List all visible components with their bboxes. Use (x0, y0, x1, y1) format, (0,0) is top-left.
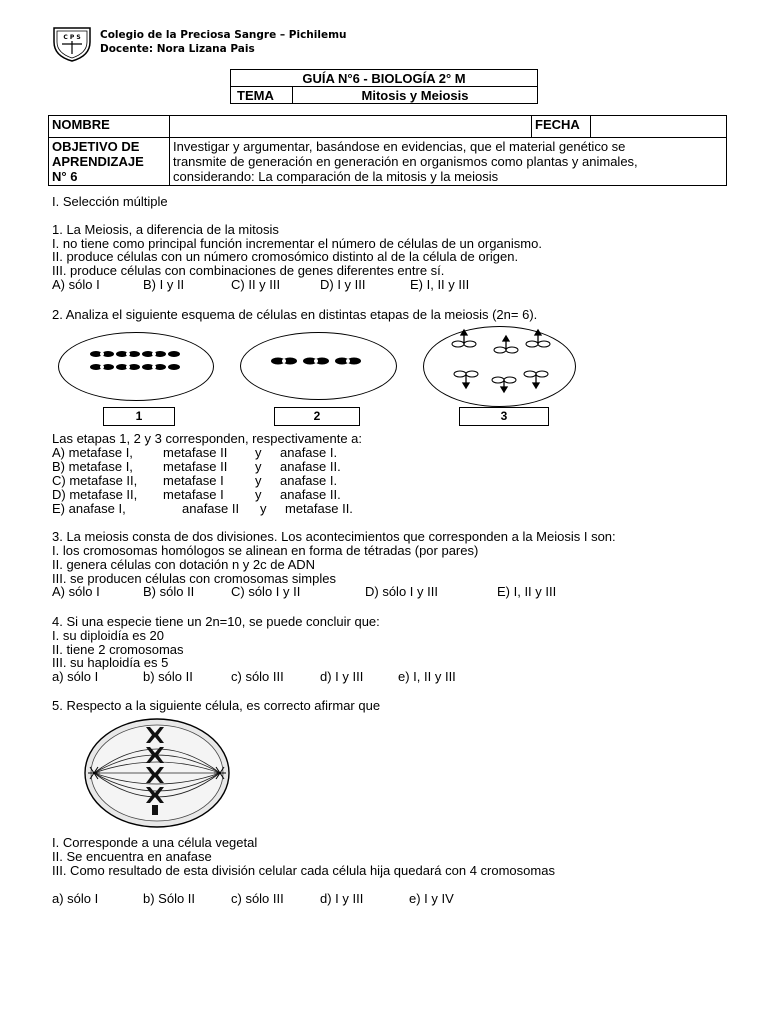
guide-title: GUÍA N°6 - BIOLOGÍA 2° M (231, 70, 538, 87)
q4-option-d[interactable]: d) I y III (320, 669, 364, 684)
q2-option-part: metafase II (163, 459, 228, 474)
q5-item-i: I. Corresponde a una célula vegetal (52, 835, 258, 850)
cell-2-chromosomes-icon (270, 355, 370, 369)
q2-option-part: y (260, 501, 267, 516)
q2-option-part[interactable]: D) metafase II, (52, 487, 138, 502)
q2-option-part: metafase II. (285, 501, 353, 516)
q5-option-e[interactable]: e) I y IV (409, 891, 454, 906)
q4-option-c[interactable]: c) sólo III (231, 669, 284, 684)
q4-item-iii: III. su haploidía es 5 (52, 655, 169, 670)
school-name: Colegio de la Preciosa Sangre – Pichilemu (100, 29, 347, 41)
q1-option-a[interactable]: A) sólo I (52, 277, 100, 292)
q2-option-part: anafase I. (280, 445, 338, 460)
q5-option-b[interactable]: b) Sólo II (143, 891, 196, 906)
q2-option-part[interactable]: C) metafase II, (52, 473, 138, 488)
q3-item-i: I. los cromosomas homólogos se alinean en forma de tétradas (por pares) (52, 543, 479, 558)
q3-option-c[interactable]: C) sólo I y II (231, 584, 301, 599)
q1-option-b[interactable]: B) I y II (143, 277, 185, 292)
q4-option-b[interactable]: b) sólo II (143, 669, 193, 684)
q2-option-part: y (255, 473, 262, 488)
q1-item-iii: III. produce células con combinaciones de genes diferentes entre sí. (52, 263, 445, 278)
name-label: NOMBRE (49, 116, 170, 138)
q2-option-part: anafase II (182, 501, 240, 516)
q1-option-c[interactable]: C) II y III (231, 277, 281, 292)
objective-line: transmite de generación en generación en organismos como plantas y animales, (173, 154, 638, 169)
objective-label-line: N° 6 (52, 169, 78, 184)
q2-option-part: metafase II (163, 445, 228, 460)
q3-item-ii: II. genera células con dotación n y 2c de ADN (52, 557, 316, 572)
crest-text: C P S (63, 34, 81, 41)
q4-option-a[interactable]: a) sólo I (52, 669, 99, 684)
q3-stem: 3. La meiosis consta de dos divisiones. Los acontecimientos que corresponden a la Meiosis I son: (52, 529, 616, 544)
school-header (52, 24, 452, 64)
q3-option-d[interactable]: D) sólo I y III (365, 584, 438, 599)
q5-stem: 5. Respecto a la siguiente célula, es correcto afirmar que (52, 698, 381, 713)
guide-title-table (230, 69, 538, 104)
q5-option-a[interactable]: a) sólo I (52, 891, 99, 906)
q2-option-part[interactable]: E) anafase I, (52, 501, 126, 516)
q4-stem: 4. Si una especie tiene un 2n=10, se puede concluir que: (52, 614, 380, 629)
tema-value: Mitosis y Meiosis (293, 87, 538, 104)
q2-option-part: y (255, 459, 262, 474)
q2-stem: 2. Analiza el siguiente esquema de células en distintas etapas de la meiosis (2n= 6). (52, 307, 538, 322)
q2-prompt: Las etapas 1, 2 y 3 corresponden, respectivamente a: (52, 431, 363, 446)
q1-item-ii: II. produce células con un número cromosómico distinto al de la célula de origen. (52, 249, 519, 264)
q2-option-part: anafase II. (280, 459, 341, 474)
date-label: FECHA (532, 116, 591, 138)
q2-option-part: anafase I. (280, 473, 338, 488)
q1-item-i: I. no tiene como principal función incrementar el número de células de un organismo. (52, 236, 542, 251)
stage-label-3: 3 (459, 407, 549, 426)
objective-line: Investigar y argumentar, basándose en evidencias, que el material genético se (173, 139, 626, 154)
stage-label-2: 2 (274, 407, 360, 426)
section-title: I. Selección múltiple (52, 194, 168, 209)
tema-label: TEMA (231, 87, 293, 104)
cell-3-separating-chromatids-icon (448, 330, 558, 392)
q5-item-ii: II. Se encuentra en anafase (52, 849, 212, 864)
q2-option-part[interactable]: B) metafase I, (52, 459, 133, 474)
q4-item-i: I. su diploidía es 20 (52, 628, 165, 643)
q1-option-d[interactable]: D) I y III (320, 277, 366, 292)
q2-option-part: anafase II. (280, 487, 341, 502)
q3-option-b[interactable]: B) sólo II (143, 584, 195, 599)
q2-option-part: metafase I (163, 473, 224, 488)
q5-item-iii: III. Como resultado de esta división celular cada célula hija quedará con 4 cromosomas (52, 863, 555, 878)
q3-item-iii: III. se producen células con cromosomas simples (52, 571, 336, 586)
objective-text (170, 138, 727, 186)
q1-option-e[interactable]: E) I, II y III (410, 277, 470, 292)
q2-option-part: y (255, 445, 262, 460)
q2-option-part[interactable]: A) metafase I, (52, 445, 133, 460)
q2-option-part: metafase I (163, 487, 224, 502)
stage-label-1: 1 (103, 407, 175, 426)
q1-stem: 1. La Meiosis, a diferencia de la mitosis (52, 222, 279, 237)
q3-option-a[interactable]: A) sólo I (52, 584, 100, 599)
dividing-cell-illustration-icon (82, 717, 232, 829)
student-info-table (48, 115, 727, 186)
objective-label-line: OBJETIVO DE (52, 139, 140, 154)
school-crest-icon (52, 24, 92, 62)
date-field[interactable] (591, 116, 727, 138)
q2-option-part: y (255, 487, 262, 502)
q3-option-e[interactable]: E) I, II y III (497, 584, 557, 599)
teacher-name: Docente: Nora Lizana Pais (100, 43, 255, 55)
name-field[interactable] (170, 116, 532, 138)
objective-line: considerando: La comparación de la mitosis y la meiosis (173, 169, 499, 184)
objective-label-line: APRENDIZAJE (52, 154, 144, 169)
objective-label (49, 138, 170, 186)
cell-1-tetrads-icon (88, 348, 188, 376)
q5-option-d[interactable]: d) I y III (320, 891, 364, 906)
q4-item-ii: II. tiene 2 cromosomas (52, 642, 184, 657)
q5-option-c[interactable]: c) sólo III (231, 891, 284, 906)
q4-option-e[interactable]: e) I, II y III (398, 669, 456, 684)
